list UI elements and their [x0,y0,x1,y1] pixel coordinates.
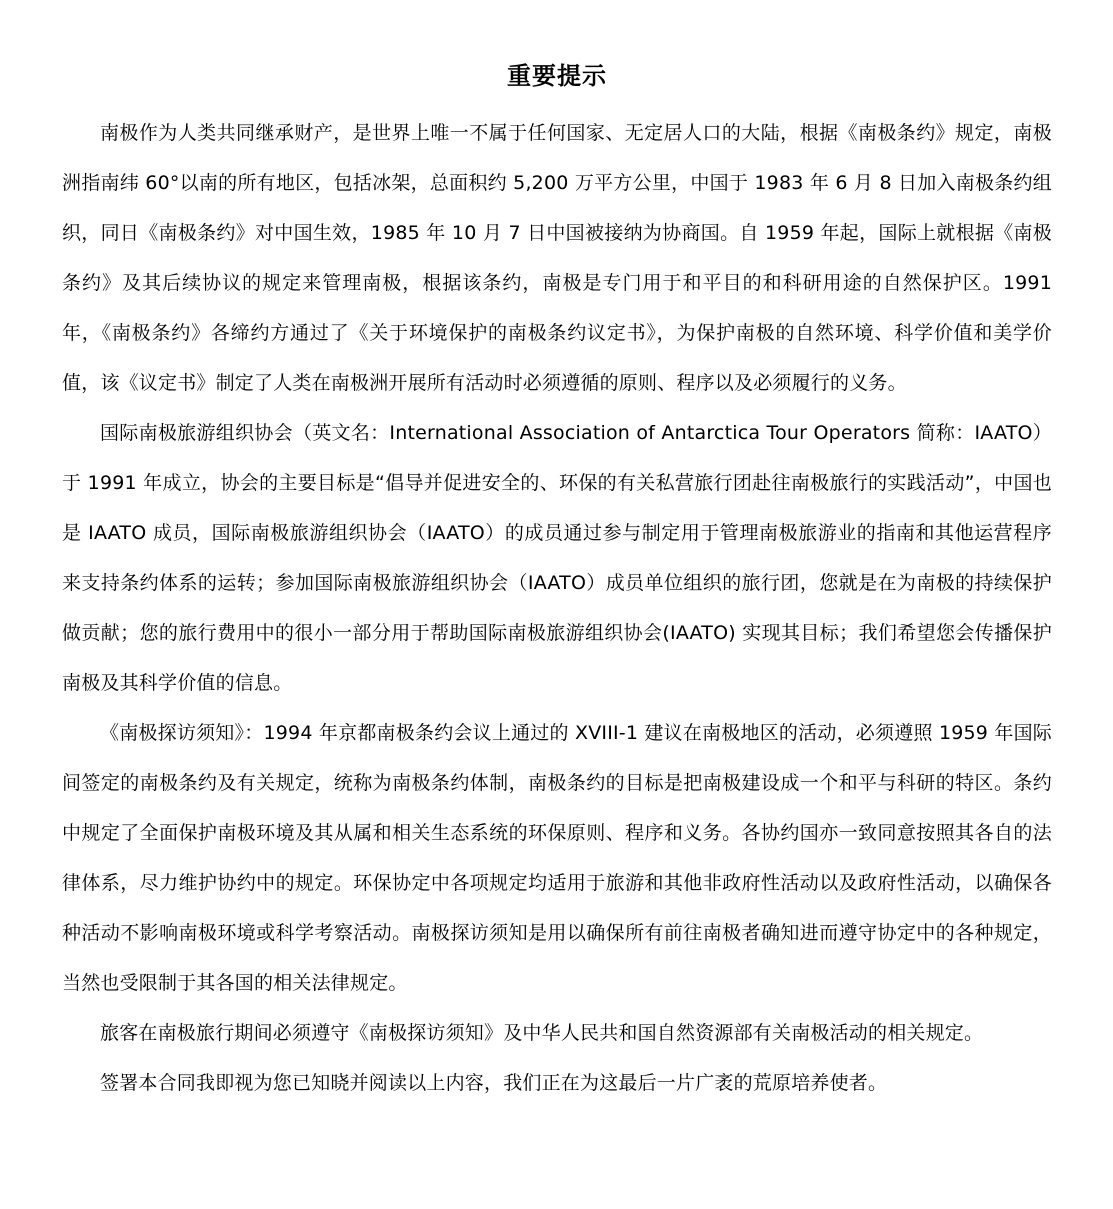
paragraph-iaato: 国际南极旅游组织协会（英文名：International Association of Antarctica Tour Operators 简称：IAATO）于 1991 年成立，协会的主要目标是“倡导并促进安全的、环保的有关私营旅行团赴往南极旅行的实践活动”，中国也是 IAATO 成员，国际南极旅游组织协会（IAATO）的成员通过参与制定用于管理南极旅游业的指南和其他运营程序来支持条约体系的运转；参加国际南极旅游组织协会（IAATO）成员单位组织的旅行团，您就是在为南极的持续保护做贡献；您的旅行费用中的很小一部分用于帮助国际南极旅游组织协会(IAATO) 实现其目标；我们希望您会传播保护南极及其科学价值的信息。 [62,422,1052,694]
paragraph-compliance: 旅客在南极旅行期间必须遵守《南极探访须知》及中华人民共和国自然资源部有关南极活动的相关规定。 [100,1022,984,1044]
page-title: 重要提示 [507,62,607,90]
paragraph-antarctic-treaty: 南极作为人类共同继承财产，是世界上唯一不属于任何国家、无定居人口的大陆，根据《南极条约》规定，南极洲指南纬 60°以南的所有地区，包括冰架，总面积约 5,200 万平方公里，中国于 1983 年 6 月 8 日加入南极条约组织，同日《南极条约》对中国生效，1985 年 10 月 7 日中国被接纳为协商国。自 1959 年起，国际上就根据《南极条约》及其后续协议的规定来管理南极，根据该条约，南极是专门用于和平目的和科研用途的自然保护区。1991 年，《南极条约》各缔约方通过了《关于环境保护的南极条约议定书》，为保护南极的自然环境、科学价值和美学价值，该《议定书》制定了人类在南极洲开展所有活动时必须遵循的原则、程序以及必须履行的义务。 [62,122,1052,394]
paragraph-visitor-guidelines: 《南极探访须知》：1994 年京都南极条约会议上通过的 XVIII-1 建议在南极地区的活动，必须遵照 1959 年国际间签定的南极条约及有关规定，统称为南极条约体制，南极条约的目标是把南极建设成一个和平与科研的特区。条约中规定了全面保护南极环境及其从属和相关生态系统的环保原则、程序和义务。各协约国亦一致同意按照其各自的法律体系，尽力维护协约中的规定。环保协定中各项规定均适用于旅游和其他非政府性活动以及政府性活动，以确保各种活动不影响南极环境或科学考察活动。南极探访须知是用以确保所有前往南极者确知进而遵守协定中的各种规定，当然也受限制于其各国的相关法律规定。 [62,722,1052,994]
paragraph-acknowledgement: 签署本合同我即视为您已知晓并阅读以上内容，我们正在为这最后一片广袤的荒原培养使者。 [100,1072,888,1094]
document-page [62,56,1052,1108]
